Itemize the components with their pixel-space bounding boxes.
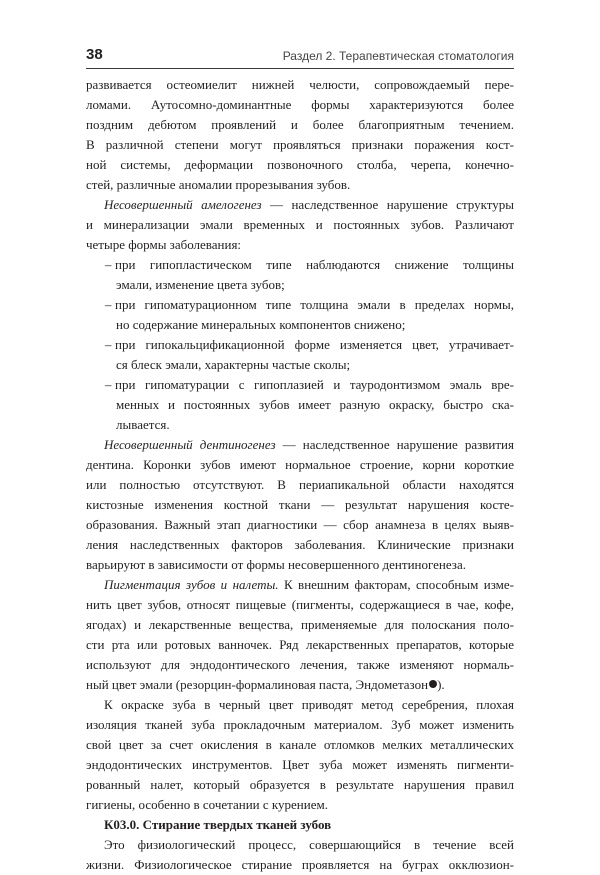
list-dash: – bbox=[105, 337, 112, 352]
line-text: при гипопластическом типе наблюдаются снижение толщины bbox=[115, 257, 514, 272]
text-line: эмали, изменение цвета зубов; bbox=[116, 277, 285, 292]
text-line: Это физиологический процесс, совершающийся в течение всей bbox=[104, 837, 514, 852]
text-line bbox=[86, 575, 514, 595]
text-line: нить цвет зубов, относят пищевые (пигменты, содержащиеся в чае, кофе, bbox=[86, 597, 514, 612]
term-pigmentation: Пигментация зубов и налеты. bbox=[104, 577, 279, 592]
text-line: В различной степени могут проявляться признаки поражения кост- bbox=[86, 137, 514, 152]
running-head: Раздел 2. Терапевтическая стоматология bbox=[282, 49, 514, 63]
list-item bbox=[86, 335, 514, 355]
text-line: свой цвет за счет окисления в канале отломков мелких металлических bbox=[86, 737, 514, 752]
text-line: ной системы, деформации позвоночного столба, черепа, конечно- bbox=[86, 157, 514, 172]
line-text: при гипоматурационном типе толщина эмали в пределах нормы, bbox=[115, 297, 514, 312]
line-text: — наследственное нарушение структуры bbox=[261, 197, 515, 212]
text-line: кистозные изменения костной ткани — результат нарушения косте- bbox=[86, 497, 514, 512]
text-line bbox=[86, 195, 514, 215]
text-line: четыре формы заболевания: bbox=[86, 237, 242, 252]
text-line: ся блеск эмали, характерны частые сколы; bbox=[116, 357, 351, 372]
registered-circle-icon bbox=[429, 680, 437, 688]
text-line: эндодонтических инструментов. Цвет зуба может изменять пигменти- bbox=[86, 757, 514, 772]
text-line: рованный налет, который образуется в результате нарушения правил bbox=[86, 777, 514, 792]
list-dash: – bbox=[105, 297, 112, 312]
line-text: при гипоматурации с гипоплазией и тауродонтизмом эмаль вре- bbox=[115, 377, 514, 392]
list-dash: – bbox=[105, 257, 112, 272]
text-line: ягодах) и лекарственные вещества, применяемые для полоскания поло- bbox=[86, 617, 514, 632]
text-line: ломами. Аутосомно-доминантные формы характеризуются более bbox=[86, 97, 514, 112]
text-line: жизни. Физиологическое стирание проявляется на буграх окклюзион- bbox=[86, 857, 514, 872]
text-line: ления наследственных факторов заболевания. Клинические признаки bbox=[86, 537, 514, 552]
list-item bbox=[86, 255, 514, 275]
text-line bbox=[86, 435, 514, 455]
line-tail: ). bbox=[437, 677, 445, 692]
text-line: образования. Важный этап диагностики — сбор анамнеза в целях выяв- bbox=[86, 517, 514, 532]
text-line: сти рта или ротовых ванночек. Ряд лекарственных препаратов, которые bbox=[86, 637, 514, 652]
term-dentinogenesis: Несовершенный дентиногенез bbox=[104, 437, 276, 452]
text-line bbox=[86, 675, 514, 695]
list-item bbox=[86, 375, 514, 395]
text-line: но содержание минеральных компонентов снижено; bbox=[116, 317, 406, 332]
line-text: — наследственное нарушение развития bbox=[275, 437, 514, 452]
text-line: лывается. bbox=[116, 417, 170, 432]
text-line: развивается остеомиелит нижней челюсти, сопровождаемый пере- bbox=[86, 77, 514, 92]
text-line: варьируют в зависимости от формы несовершенного дентиногенеза. bbox=[86, 557, 466, 572]
line-text: ный цвет эмали (резорцин-формалиновая паста, Эндометазон bbox=[86, 677, 429, 692]
text-line: менных и постоянных зубов имеет разную окраску, быстро ска- bbox=[116, 397, 514, 412]
body-text bbox=[86, 75, 514, 875]
list-dash: – bbox=[105, 377, 112, 392]
page-number: 38 bbox=[86, 46, 103, 63]
page-header bbox=[86, 46, 514, 69]
text-line: используют для эндодонтического лечения, также изменяют нормаль- bbox=[86, 657, 514, 672]
text-line: гигиены, особенно в сочетании с курением. bbox=[86, 797, 328, 812]
text-line: К окраске зуба в черный цвет приводят метод серебрения, плохая bbox=[104, 697, 514, 712]
text-line: изоляция тканей зуба прокладочным материалом. Зуб может изменить bbox=[86, 717, 514, 732]
list-item bbox=[86, 295, 514, 315]
text-line: стей, различные аномалии прорезывания зубов. bbox=[86, 177, 351, 192]
section-heading: К03.0. Стирание твердых тканей зубов bbox=[104, 817, 332, 832]
line-text: при гипокальцификационной форме изменяется цвет, утрачивает- bbox=[115, 337, 514, 352]
term-amelogenesis: Несовершенный амелогенез bbox=[104, 197, 262, 212]
text-line: или полностью отсутствуют. В периапикальной области находятся bbox=[86, 477, 514, 492]
line-text: К внешним факторам, способным изме- bbox=[278, 577, 515, 592]
text-line: поздним дебютом проявлений и более благоприятным течением. bbox=[86, 117, 514, 132]
text-line: и минерализации эмали временных и постоянных зубов. Различают bbox=[86, 217, 514, 232]
text-line: дентина. Коронки зубов имеют нормальное строение, корни короткие bbox=[86, 457, 514, 472]
